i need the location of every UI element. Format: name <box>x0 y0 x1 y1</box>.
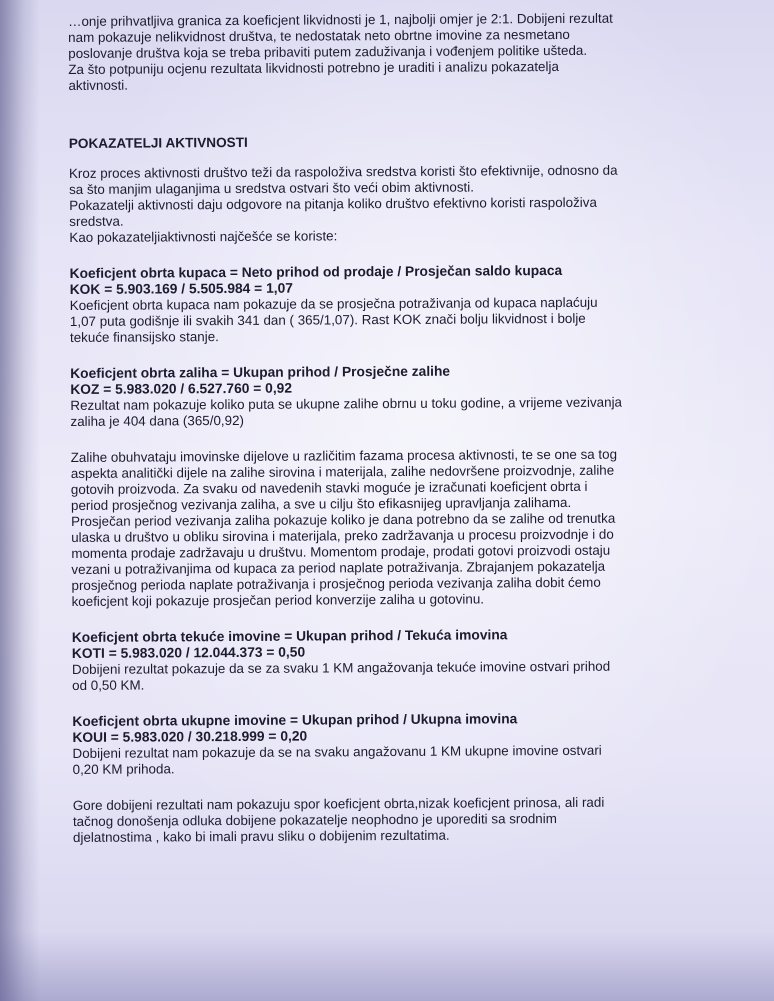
koti-formula: KOTI = 5.983.020 / 12.044.373 = 0,50 <box>71 644 306 661</box>
conclusion-paragraph <box>73 794 737 846</box>
text-line: Dobijeni rezultat nam pokazuje da se na svaku angažovanu 1 KM ukupne imovine ostvari <box>72 742 602 761</box>
page-shadow-bottom <box>0 931 774 1001</box>
text-line: Zalihe obuhvataju imovinske dijelove u različitim fazama procesa aktivnosti, te se one sa tog <box>70 446 618 465</box>
text-line: …onje prihvatljiva granica za koeficjent likvidnosti je 1, najbolji omjer je 2:1. Dobijeni rezultat <box>68 10 613 29</box>
kok-title: Koeficjent obrta kupaca = Neto prihod od prodaje / Prosječan saldo kupaca <box>69 262 563 281</box>
koz-title: Koeficjent obrta zaliha = Ukupan prihod / Prosječne zalihe <box>70 363 451 381</box>
text-line: zaliha je 404 dana (365/0,92) <box>70 412 245 429</box>
koui-block <box>72 710 736 778</box>
text-line: gotovih proizvoda. Za svaku od navedenih stavki moguće je izračunati koeficjent obrta i <box>70 478 588 497</box>
text-line: Dobijeni rezultat pokazuje da se za svaku 1 KM angažovanja tekuće imovine ostvari prihod <box>71 658 611 677</box>
text-line: 0,20 KM prihoda. <box>72 761 175 777</box>
section-title: POKAZATELJI AKTIVNOSTI <box>68 134 248 151</box>
text-line: sredstva. <box>69 213 124 229</box>
intro-paragraph <box>68 10 732 94</box>
koui-formula: KOUI = 5.983.020 / 30.218.999 = 0,20 <box>72 728 308 745</box>
document-content <box>68 10 737 846</box>
text-line: momenta prodaje zadržavaju u društvu. Momentom prodaje, prodati gotovi proizvodi ostaju <box>71 542 611 561</box>
page-shadow-left <box>0 0 40 1001</box>
koz-block <box>70 362 734 430</box>
text-line: poslovanje društva koja se treba pribaviti putem zaduživanja i vođenjem politike ušteda. <box>68 42 588 61</box>
text-line: period prosječnog vezivanja zaliha, a sve u cilju što efikasnijeg upravljanja zalihama. <box>70 494 572 513</box>
text-line: tačnog donošenja odluka dobijene pokazatelje neophodno je uporediti sa srodnim <box>72 811 557 829</box>
text-line: nam pokazuje nelikvidnost društva, te nedostatak neto obrtne imovine za nesmetano <box>68 26 570 45</box>
text-line: Rezultat nam pokazuje koliko puta se ukupne zalihe obrnu u toku godine, a vrijeme vezivanja <box>70 394 623 413</box>
koti-block <box>72 626 736 694</box>
text-line: aktivnosti. <box>68 77 129 93</box>
text-line: sa što manjim ulaganjima u sredstva ostvari što veći obim aktivnosti. <box>69 179 474 197</box>
koui-title: Koeficjent obrta ukupne imovine = Ukupan prihod / Ukupna imovina <box>72 711 518 729</box>
text-line: vezani u potraživanjima od kupaca za period naplate potraživanja. Zbrajanjem pokazatelja <box>71 558 606 577</box>
text-line: djelatnostima , kako bi imali pravu sliku o dobijenim rezultatima. <box>72 827 450 845</box>
text-line: aspekta analitički dijele na zalihe sirovina i materijala, zalihe nedovršene proizvodnje, zalihe <box>70 462 615 481</box>
text-line: ulaska u društvo u obliku sirovina i materijala, preko zadržavanja u procesu proizvodnje i do <box>71 526 614 545</box>
text-line: prosječnog perioda naplate potraživanja i prosječnog perioda vezivanja zaliha dobit ćemo <box>71 574 601 593</box>
text-line: Koeficjent obrta kupaca nam pokazuje da se prosječna potraživanja od kupaca naplaćuju <box>69 294 598 313</box>
text-line: Prosječan period vezivanja zaliha pokazuje koliko je dana potrebno da se zalihe od trenutka <box>71 510 616 529</box>
section-intro-paragraph <box>69 162 733 246</box>
koti-title: Koeficjent obrta tekuće imovine = Ukupan prihod / Tekuća imovina <box>71 627 508 645</box>
text-line: Gore dobijeni rezultati nam pokazuju spor koeficjent obrta,nizak koeficjent prinosa, ali radi <box>72 794 605 813</box>
text-line: Kroz proces aktivnosti društvo teži da raspoloživa sredstva koristi što efektivnije, odnosno da <box>68 162 618 181</box>
text-line: Za što potpuniju ocjenu rezultata likvidnosti potrebno je uraditi i analizu pokazatelja <box>68 59 559 77</box>
text-line: Kao pokazateljiaktivnosti najčešće se koriste: <box>69 228 338 245</box>
text-line: od 0,50 KM. <box>72 677 145 693</box>
zalihe-paragraph <box>71 446 736 610</box>
kok-formula: KOK = 5.903.169 / 5.505.984 = 1,07 <box>69 280 293 297</box>
kok-block <box>70 262 734 346</box>
text-line: 1,07 puta godišnje ili svakih 341 dan ( 365/1,07). Rast KOK znači bolju likvidnost i bolje <box>69 310 586 329</box>
text-line: koeficjent koji pokazuje prosječan period konverzije zaliha u gotovinu. <box>71 591 485 609</box>
text-line: Pokazatelji aktivnosti daju odgovore na pitanja koliko društvo efektivno koristi raspoloživa <box>69 194 597 213</box>
koz-formula: KOZ = 5.983.020 / 6.527.760 = 0,92 <box>70 380 293 397</box>
text-line: tekuće finansijsko stanje. <box>69 329 219 345</box>
